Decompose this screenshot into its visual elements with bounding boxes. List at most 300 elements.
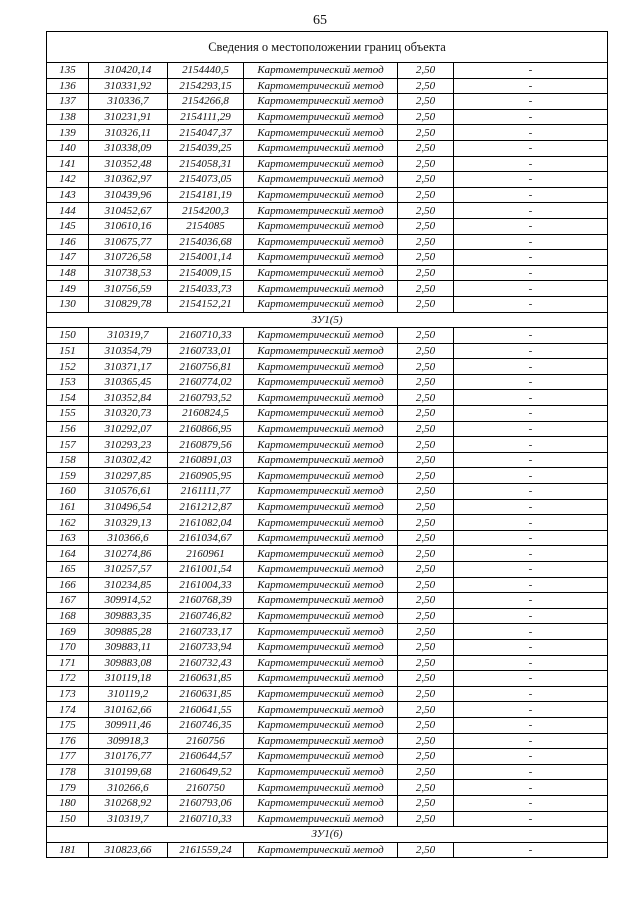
cell-precision: 2,50 xyxy=(398,639,454,655)
cell-x-coordinate: 309883,11 xyxy=(89,639,168,655)
cell-method: Картометрический метод xyxy=(244,359,398,375)
cell-method: Картометрический метод xyxy=(244,234,398,250)
cell-method: Картометрический метод xyxy=(244,452,398,468)
cell-point-number: 149 xyxy=(47,281,89,297)
cell-point-number: 138 xyxy=(47,109,89,125)
cell-y-coordinate: 2161212,87 xyxy=(168,499,244,515)
cell-y-coordinate: 2161082,04 xyxy=(168,515,244,531)
cell-note: - xyxy=(454,671,608,687)
table-row xyxy=(47,655,608,671)
cell-point-number: 137 xyxy=(47,94,89,110)
cell-y-coordinate: 2160905,95 xyxy=(168,468,244,484)
cell-x-coordinate: 310297,85 xyxy=(89,468,168,484)
cell-y-coordinate: 2160768,39 xyxy=(168,593,244,609)
cell-method: Картометрический метод xyxy=(244,499,398,515)
cell-y-coordinate: 2160710,33 xyxy=(168,328,244,344)
cell-x-coordinate: 309918,3 xyxy=(89,733,168,749)
cell-precision: 2,50 xyxy=(398,671,454,687)
table-title: Сведения о местоположении границ объекта xyxy=(47,32,608,63)
cell-method: Картометрический метод xyxy=(244,265,398,281)
table-row xyxy=(47,265,608,281)
cell-point-number: 169 xyxy=(47,624,89,640)
cell-x-coordinate: 310371,17 xyxy=(89,359,168,375)
section-label: ЗУ1(5) xyxy=(47,312,608,328)
cell-method: Картометрический метод xyxy=(244,406,398,422)
cell-point-number: 156 xyxy=(47,421,89,437)
cell-y-coordinate: 2160641,55 xyxy=(168,702,244,718)
table-row xyxy=(47,140,608,156)
cell-note: - xyxy=(454,218,608,234)
cell-note: - xyxy=(454,359,608,375)
cell-note: - xyxy=(454,156,608,172)
cell-precision: 2,50 xyxy=(398,374,454,390)
cell-point-number: 173 xyxy=(47,686,89,702)
cell-x-coordinate: 310366,6 xyxy=(89,530,168,546)
cell-precision: 2,50 xyxy=(398,406,454,422)
cell-y-coordinate: 2154266,8 xyxy=(168,94,244,110)
cell-precision: 2,50 xyxy=(398,343,454,359)
cell-precision: 2,50 xyxy=(398,749,454,765)
cell-note: - xyxy=(454,795,608,811)
cell-x-coordinate: 310119,18 xyxy=(89,671,168,687)
cell-x-coordinate: 310176,77 xyxy=(89,749,168,765)
cell-x-coordinate: 310320,73 xyxy=(89,406,168,422)
cell-note: - xyxy=(454,328,608,344)
cell-precision: 2,50 xyxy=(398,203,454,219)
cell-note: - xyxy=(454,702,608,718)
cell-y-coordinate: 2154085 xyxy=(168,218,244,234)
cell-y-coordinate: 2154200,3 xyxy=(168,203,244,219)
section-row xyxy=(47,312,608,328)
cell-x-coordinate: 310726,58 xyxy=(89,250,168,266)
cell-point-number: 155 xyxy=(47,406,89,422)
table-row xyxy=(47,374,608,390)
cell-point-number: 162 xyxy=(47,515,89,531)
cell-x-coordinate: 310352,84 xyxy=(89,390,168,406)
table-row xyxy=(47,390,608,406)
cell-method: Картометрический метод xyxy=(244,515,398,531)
table-row xyxy=(47,203,608,219)
cell-precision: 2,50 xyxy=(398,437,454,453)
cell-precision: 2,50 xyxy=(398,655,454,671)
cell-method: Картометрический метод xyxy=(244,671,398,687)
cell-precision: 2,50 xyxy=(398,390,454,406)
cell-point-number: 142 xyxy=(47,172,89,188)
cell-x-coordinate: 310234,85 xyxy=(89,577,168,593)
cell-method: Картометрический метод xyxy=(244,593,398,609)
cell-note: - xyxy=(454,811,608,827)
cell-note: - xyxy=(454,733,608,749)
cell-x-coordinate: 310266,6 xyxy=(89,780,168,796)
cell-point-number: 143 xyxy=(47,187,89,203)
cell-precision: 2,50 xyxy=(398,125,454,141)
cell-note: - xyxy=(454,468,608,484)
cell-x-coordinate: 309883,08 xyxy=(89,655,168,671)
cell-x-coordinate: 310293,23 xyxy=(89,437,168,453)
cell-note: - xyxy=(454,655,608,671)
cell-x-coordinate: 310319,7 xyxy=(89,811,168,827)
cell-y-coordinate: 2154039,25 xyxy=(168,140,244,156)
cell-note: - xyxy=(454,639,608,655)
cell-x-coordinate: 310326,11 xyxy=(89,125,168,141)
cell-y-coordinate: 2160879,56 xyxy=(168,437,244,453)
cell-y-coordinate: 2160746,35 xyxy=(168,717,244,733)
cell-method: Картометрический метод xyxy=(244,780,398,796)
cell-y-coordinate: 2160824,5 xyxy=(168,406,244,422)
table-row xyxy=(47,63,608,79)
cell-precision: 2,50 xyxy=(398,795,454,811)
cell-method: Картометрический метод xyxy=(244,562,398,578)
cell-y-coordinate: 2154152,21 xyxy=(168,296,244,312)
table-row xyxy=(47,452,608,468)
cell-method: Картометрический метод xyxy=(244,639,398,655)
cell-point-number: 144 xyxy=(47,203,89,219)
cell-method: Картометрический метод xyxy=(244,156,398,172)
cell-x-coordinate: 310452,67 xyxy=(89,203,168,219)
cell-precision: 2,50 xyxy=(398,63,454,79)
cell-y-coordinate: 2154440,5 xyxy=(168,63,244,79)
cell-note: - xyxy=(454,452,608,468)
cell-point-number: 167 xyxy=(47,593,89,609)
cell-point-number: 145 xyxy=(47,218,89,234)
cell-point-number: 147 xyxy=(47,250,89,266)
cell-x-coordinate: 309883,35 xyxy=(89,608,168,624)
cell-x-coordinate: 310331,92 xyxy=(89,78,168,94)
table-row xyxy=(47,811,608,827)
cell-point-number: 148 xyxy=(47,265,89,281)
cell-method: Картометрический метод xyxy=(244,374,398,390)
cell-note: - xyxy=(454,265,608,281)
cell-precision: 2,50 xyxy=(398,452,454,468)
table-row xyxy=(47,125,608,141)
cell-method: Картометрический метод xyxy=(244,63,398,79)
cell-x-coordinate: 310162,66 xyxy=(89,702,168,718)
cell-method: Картометрический метод xyxy=(244,842,398,858)
cell-note: - xyxy=(454,296,608,312)
cell-method: Картометрический метод xyxy=(244,343,398,359)
table-row xyxy=(47,94,608,110)
cell-y-coordinate: 2160866,95 xyxy=(168,421,244,437)
cell-y-coordinate: 2160710,33 xyxy=(168,811,244,827)
cell-note: - xyxy=(454,764,608,780)
cell-note: - xyxy=(454,421,608,437)
cell-x-coordinate: 310257,57 xyxy=(89,562,168,578)
cell-method: Картометрический метод xyxy=(244,250,398,266)
cell-y-coordinate: 2161034,67 xyxy=(168,530,244,546)
cell-y-coordinate: 2154293,15 xyxy=(168,78,244,94)
table-row xyxy=(47,468,608,484)
cell-method: Картометрический метод xyxy=(244,795,398,811)
cell-x-coordinate: 310352,48 xyxy=(89,156,168,172)
cell-precision: 2,50 xyxy=(398,94,454,110)
cell-point-number: 130 xyxy=(47,296,89,312)
cell-method: Картометрический метод xyxy=(244,421,398,437)
cell-precision: 2,50 xyxy=(398,468,454,484)
cell-y-coordinate: 2160733,17 xyxy=(168,624,244,640)
cell-y-coordinate: 2160756 xyxy=(168,733,244,749)
cell-precision: 2,50 xyxy=(398,593,454,609)
table-body xyxy=(47,63,608,858)
cell-note: - xyxy=(454,63,608,79)
cell-point-number: 168 xyxy=(47,608,89,624)
cell-method: Картометрический метод xyxy=(244,717,398,733)
cell-method: Картометрический метод xyxy=(244,203,398,219)
table-row xyxy=(47,499,608,515)
cell-point-number: 139 xyxy=(47,125,89,141)
cell-x-coordinate: 310420,14 xyxy=(89,63,168,79)
cell-x-coordinate: 309914,52 xyxy=(89,593,168,609)
cell-x-coordinate: 310823,66 xyxy=(89,842,168,858)
cell-x-coordinate: 310119,2 xyxy=(89,686,168,702)
cell-x-coordinate: 309911,46 xyxy=(89,717,168,733)
cell-note: - xyxy=(454,530,608,546)
cell-method: Картометрический метод xyxy=(244,296,398,312)
cell-point-number: 141 xyxy=(47,156,89,172)
cell-method: Картометрический метод xyxy=(244,109,398,125)
cell-point-number: 175 xyxy=(47,717,89,733)
cell-note: - xyxy=(454,390,608,406)
table-row xyxy=(47,562,608,578)
cell-y-coordinate: 2154181,19 xyxy=(168,187,244,203)
cell-y-coordinate: 2160793,52 xyxy=(168,390,244,406)
section-row xyxy=(47,827,608,843)
cell-point-number: 174 xyxy=(47,702,89,718)
cell-method: Картометрический метод xyxy=(244,546,398,562)
cell-y-coordinate: 2160891,03 xyxy=(168,452,244,468)
cell-point-number: 164 xyxy=(47,546,89,562)
cell-method: Картометрический метод xyxy=(244,530,398,546)
cell-y-coordinate: 2161559,24 xyxy=(168,842,244,858)
cell-y-coordinate: 2161001,54 xyxy=(168,562,244,578)
cell-point-number: 171 xyxy=(47,655,89,671)
cell-x-coordinate: 310338,09 xyxy=(89,140,168,156)
cell-point-number: 179 xyxy=(47,780,89,796)
cell-y-coordinate: 2154111,29 xyxy=(168,109,244,125)
cell-precision: 2,50 xyxy=(398,546,454,562)
cell-y-coordinate: 2160733,94 xyxy=(168,639,244,655)
cell-method: Картометрический метод xyxy=(244,655,398,671)
cell-note: - xyxy=(454,593,608,609)
table-row xyxy=(47,717,608,733)
cell-point-number: 166 xyxy=(47,577,89,593)
cell-y-coordinate: 2160733,01 xyxy=(168,343,244,359)
cell-precision: 2,50 xyxy=(398,764,454,780)
cell-precision: 2,50 xyxy=(398,733,454,749)
cell-point-number: 161 xyxy=(47,499,89,515)
cell-x-coordinate: 310576,61 xyxy=(89,484,168,500)
table-row xyxy=(47,406,608,422)
cell-method: Картометрический метод xyxy=(244,281,398,297)
cell-note: - xyxy=(454,577,608,593)
cell-precision: 2,50 xyxy=(398,842,454,858)
table-row xyxy=(47,172,608,188)
table-row xyxy=(47,671,608,687)
cell-point-number: 178 xyxy=(47,764,89,780)
cell-x-coordinate: 310610,16 xyxy=(89,218,168,234)
cell-method: Картометрический метод xyxy=(244,437,398,453)
table-row xyxy=(47,109,608,125)
table-row xyxy=(47,437,608,453)
cell-note: - xyxy=(454,842,608,858)
cell-note: - xyxy=(454,499,608,515)
cell-x-coordinate: 310675,77 xyxy=(89,234,168,250)
table-row xyxy=(47,639,608,655)
cell-method: Картометрический метод xyxy=(244,764,398,780)
cell-y-coordinate: 2160961 xyxy=(168,546,244,562)
cell-x-coordinate: 310756,59 xyxy=(89,281,168,297)
cell-precision: 2,50 xyxy=(398,359,454,375)
cell-point-number: 150 xyxy=(47,811,89,827)
cell-precision: 2,50 xyxy=(398,686,454,702)
cell-precision: 2,50 xyxy=(398,187,454,203)
cell-y-coordinate: 2154009,15 xyxy=(168,265,244,281)
cell-precision: 2,50 xyxy=(398,250,454,266)
table-row xyxy=(47,218,608,234)
cell-note: - xyxy=(454,343,608,359)
cell-point-number: 163 xyxy=(47,530,89,546)
table-head xyxy=(47,32,608,63)
table-row xyxy=(47,421,608,437)
cell-x-coordinate: 310274,86 xyxy=(89,546,168,562)
cell-x-coordinate: 310319,7 xyxy=(89,328,168,344)
cell-x-coordinate: 310231,91 xyxy=(89,109,168,125)
cell-method: Картометрический метод xyxy=(244,624,398,640)
cell-point-number: 180 xyxy=(47,795,89,811)
cell-point-number: 172 xyxy=(47,671,89,687)
cell-point-number: 146 xyxy=(47,234,89,250)
cell-x-coordinate: 310439,96 xyxy=(89,187,168,203)
table-row xyxy=(47,764,608,780)
cell-note: - xyxy=(454,281,608,297)
table-row xyxy=(47,749,608,765)
table-row xyxy=(47,359,608,375)
cell-method: Картометрический метод xyxy=(244,218,398,234)
cell-precision: 2,50 xyxy=(398,234,454,250)
cell-precision: 2,50 xyxy=(398,499,454,515)
table-row xyxy=(47,515,608,531)
cell-point-number: 135 xyxy=(47,63,89,79)
cell-precision: 2,50 xyxy=(398,265,454,281)
cell-y-coordinate: 2154073,05 xyxy=(168,172,244,188)
cell-note: - xyxy=(454,780,608,796)
cell-point-number: 176 xyxy=(47,733,89,749)
table-row xyxy=(47,156,608,172)
cell-x-coordinate: 310268,92 xyxy=(89,795,168,811)
cell-point-number: 140 xyxy=(47,140,89,156)
cell-method: Картометрический метод xyxy=(244,577,398,593)
cell-precision: 2,50 xyxy=(398,109,454,125)
table-header-row xyxy=(47,32,608,63)
cell-point-number: 154 xyxy=(47,390,89,406)
cell-method: Картометрический метод xyxy=(244,187,398,203)
cell-precision: 2,50 xyxy=(398,78,454,94)
cell-note: - xyxy=(454,437,608,453)
cell-y-coordinate: 2161004,33 xyxy=(168,577,244,593)
cell-note: - xyxy=(454,125,608,141)
cell-precision: 2,50 xyxy=(398,328,454,344)
table-row xyxy=(47,577,608,593)
cell-note: - xyxy=(454,484,608,500)
cell-precision: 2,50 xyxy=(398,562,454,578)
cell-y-coordinate: 2161111,77 xyxy=(168,484,244,500)
cell-note: - xyxy=(454,717,608,733)
boundary-coordinates-table xyxy=(46,31,608,858)
cell-precision: 2,50 xyxy=(398,140,454,156)
cell-x-coordinate: 310362,97 xyxy=(89,172,168,188)
cell-y-coordinate: 2160732,43 xyxy=(168,655,244,671)
cell-method: Картометрический метод xyxy=(244,749,398,765)
cell-y-coordinate: 2154001,14 xyxy=(168,250,244,266)
cell-note: - xyxy=(454,749,608,765)
cell-point-number: 151 xyxy=(47,343,89,359)
cell-precision: 2,50 xyxy=(398,421,454,437)
table-row xyxy=(47,484,608,500)
table-row xyxy=(47,795,608,811)
section-label: ЗУ1(6) xyxy=(47,827,608,843)
table-row xyxy=(47,842,608,858)
cell-precision: 2,50 xyxy=(398,515,454,531)
cell-precision: 2,50 xyxy=(398,702,454,718)
cell-method: Картометрический метод xyxy=(244,733,398,749)
cell-precision: 2,50 xyxy=(398,530,454,546)
table-row xyxy=(47,780,608,796)
cell-note: - xyxy=(454,203,608,219)
cell-method: Картометрический метод xyxy=(244,78,398,94)
cell-point-number: 170 xyxy=(47,639,89,655)
cell-note: - xyxy=(454,140,608,156)
cell-method: Картометрический метод xyxy=(244,125,398,141)
cell-x-coordinate: 310738,53 xyxy=(89,265,168,281)
cell-precision: 2,50 xyxy=(398,811,454,827)
cell-note: - xyxy=(454,94,608,110)
cell-x-coordinate: 310329,13 xyxy=(89,515,168,531)
cell-precision: 2,50 xyxy=(398,156,454,172)
cell-method: Картометрический метод xyxy=(244,390,398,406)
cell-method: Картометрический метод xyxy=(244,702,398,718)
cell-y-coordinate: 2154058,31 xyxy=(168,156,244,172)
table-row xyxy=(47,234,608,250)
cell-x-coordinate: 310354,79 xyxy=(89,343,168,359)
table-row xyxy=(47,187,608,203)
cell-precision: 2,50 xyxy=(398,624,454,640)
cell-point-number: 177 xyxy=(47,749,89,765)
cell-precision: 2,50 xyxy=(398,172,454,188)
cell-note: - xyxy=(454,562,608,578)
table-row xyxy=(47,530,608,546)
cell-y-coordinate: 2160774,02 xyxy=(168,374,244,390)
table-row xyxy=(47,702,608,718)
cell-note: - xyxy=(454,406,608,422)
cell-point-number: 159 xyxy=(47,468,89,484)
cell-y-coordinate: 2154047,37 xyxy=(168,125,244,141)
cell-precision: 2,50 xyxy=(398,717,454,733)
table-row xyxy=(47,624,608,640)
table-row xyxy=(47,608,608,624)
cell-point-number: 136 xyxy=(47,78,89,94)
cell-point-number: 158 xyxy=(47,452,89,468)
cell-point-number: 181 xyxy=(47,842,89,858)
cell-x-coordinate: 310496,54 xyxy=(89,499,168,515)
table-row xyxy=(47,593,608,609)
cell-x-coordinate: 310302,42 xyxy=(89,452,168,468)
cell-x-coordinate: 310336,7 xyxy=(89,94,168,110)
table-row xyxy=(47,281,608,297)
cell-x-coordinate: 309885,28 xyxy=(89,624,168,640)
cell-note: - xyxy=(454,624,608,640)
cell-y-coordinate: 2160756,81 xyxy=(168,359,244,375)
cell-precision: 2,50 xyxy=(398,780,454,796)
cell-precision: 2,50 xyxy=(398,577,454,593)
